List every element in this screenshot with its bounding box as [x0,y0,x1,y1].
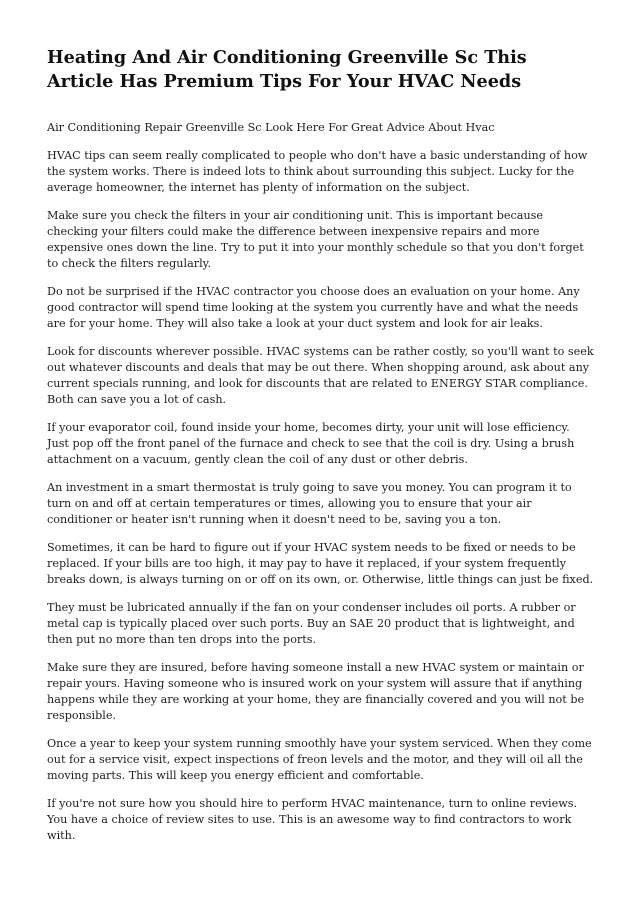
paragraph: They must be lubricated annually if the fan on your condenser includes oil ports. A rubber or metal cap is typically placed over such ports. Buy an SAE 20 product that is lightweight, and then put no more than ten drops into the ports. [47,601,576,646]
document-subtitle: Air Conditioning Repair Greenville Sc Look Here For Great Advice About Hvac [47,121,495,134]
paragraph: Make sure you check the filters in your air conditioning unit. This is important because checking your filters could make the difference between inexpensive repairs and more expensive ones down the line. Try to put it into your monthly schedule so that you don't forget to check the filters regularly. [47,209,584,270]
paragraph: Once a year to keep your system running smoothly have your system serviced. When they come out for a service visit, expect inspections of freon levels and the motor, and they will oil all the moving parts. This will keep you energy efficient and comfortable. [47,737,592,782]
paragraph: Sometimes, it can be hard to figure out if your HVAC system needs to be fixed or needs to be replaced. If your bills are too high, it may pay to have it replaced, if your system frequently breaks down, is always turning on or off on its own, or. Otherwise, little things can just be fixed. [47,541,594,586]
paragraph: Make sure they are insured, before having someone install a new HVAC system or maintain or repair yours. Having someone who is insured work on your system will assure that if anything happens while they are working at your home, they are financially covered and you will not be responsible. [47,661,585,722]
paragraph: HVAC tips can seem really complicated to people who don't have a basic understanding of how the system works. There is indeed lots to think about surrounding this subject. Lucky for the average homeowner, the internet has plenty of information on the subject. [47,149,588,194]
paragraph: An investment in a smart thermostat is truly going to save you money. You can program it to turn on and off at certain temperatures or times, allowing you to ensure that your air conditioner or heater isn't running when it doesn't need to be, saving you a ton. [47,481,572,526]
paragraph: Do not be surprised if the HVAC contractor you choose does an evaluation on your home. Any good contractor will spend time looking at the system you currently have and what the needs are for your home. They will also take a look at your duct system and look for air leaks. [47,285,580,330]
paragraph: If you're not sure how you should hire to perform HVAC maintenance, turn to online reviews. You have a choice of review sites to use. This is an awesome way to find contractors to work with. [47,797,578,842]
document-page [47,46,595,856]
document-title: Heating And Air Conditioning Greenville Sc This Article Has Premium Tips For Your HVAC Needs [47,47,527,92]
paragraph: Look for discounts wherever possible. HVAC systems can be rather costly, so you'll want to seek out whatever discounts and deals that may be out there. When shopping around, ask about any current specials running, and look for discounts that are related to ENERGY STAR compliance. Both can save you a lot of cash. [47,345,594,406]
paragraph: If your evaporator coil, found inside your home, becomes dirty, your unit will lose efficiency. Just pop off the front panel of the furnace and check to see that the coil is dry. Using a brush attachment on a vacuum, gently clean the coil of any dust or other debris. [47,421,575,466]
